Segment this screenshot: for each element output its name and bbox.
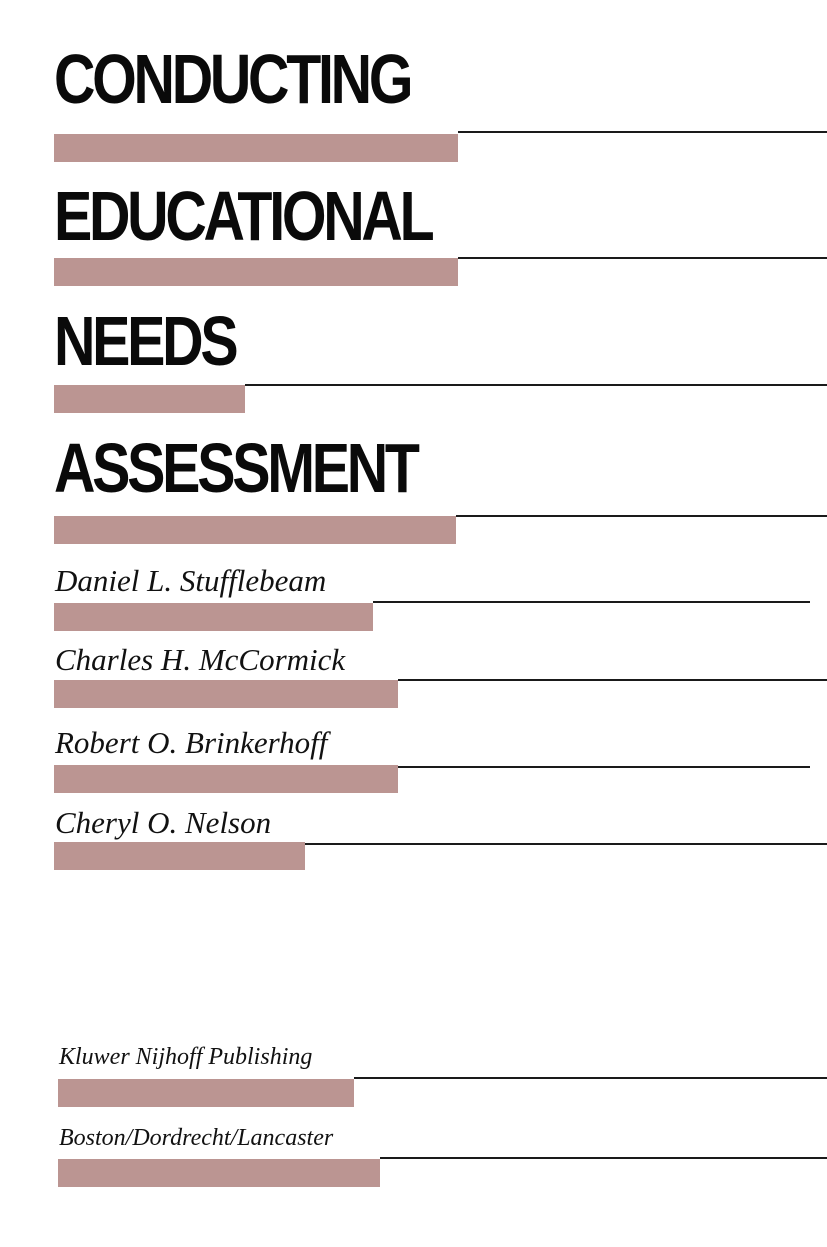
title-line-2: EDUCATIONAL [54,177,432,255]
rule-author-2 [398,679,827,681]
author-3: Robert O. Brinkerhoff [55,725,328,760]
accent-bar-title-2 [54,258,458,286]
accent-bar-publisher [58,1079,354,1107]
rule-publisher [354,1077,827,1079]
title-line-4: ASSESSMENT [54,429,417,507]
rule-title-3 [245,384,827,386]
publisher-locations: Boston/Dordrecht/Lancaster [59,1125,334,1151]
author-4: Cheryl O. Nelson [55,805,272,840]
rule-title-1 [458,131,827,133]
rule-author-1 [373,601,810,603]
author-2: Charles H. McCormick [55,642,346,677]
title-line-3: NEEDS [54,302,236,380]
accent-bar-author-3 [54,765,398,793]
rule-locations [380,1157,827,1159]
publisher-name: Kluwer Nijhoff Publishing [59,1044,313,1070]
rule-author-3 [398,766,810,768]
accent-bar-locations [58,1159,380,1187]
accent-bar-author-4 [54,842,305,870]
accent-bar-title-4 [54,516,456,544]
accent-bar-title-3 [54,385,245,413]
accent-bar-author-1 [54,603,373,631]
accent-bar-author-2 [54,680,398,708]
rule-title-4 [456,515,827,517]
rule-author-4 [305,843,827,845]
rule-title-2 [458,257,827,259]
accent-bar-title-1 [54,134,458,162]
author-1: Daniel L. Stufflebeam [55,563,327,598]
title-line-1: CONDUCTING [54,40,411,118]
